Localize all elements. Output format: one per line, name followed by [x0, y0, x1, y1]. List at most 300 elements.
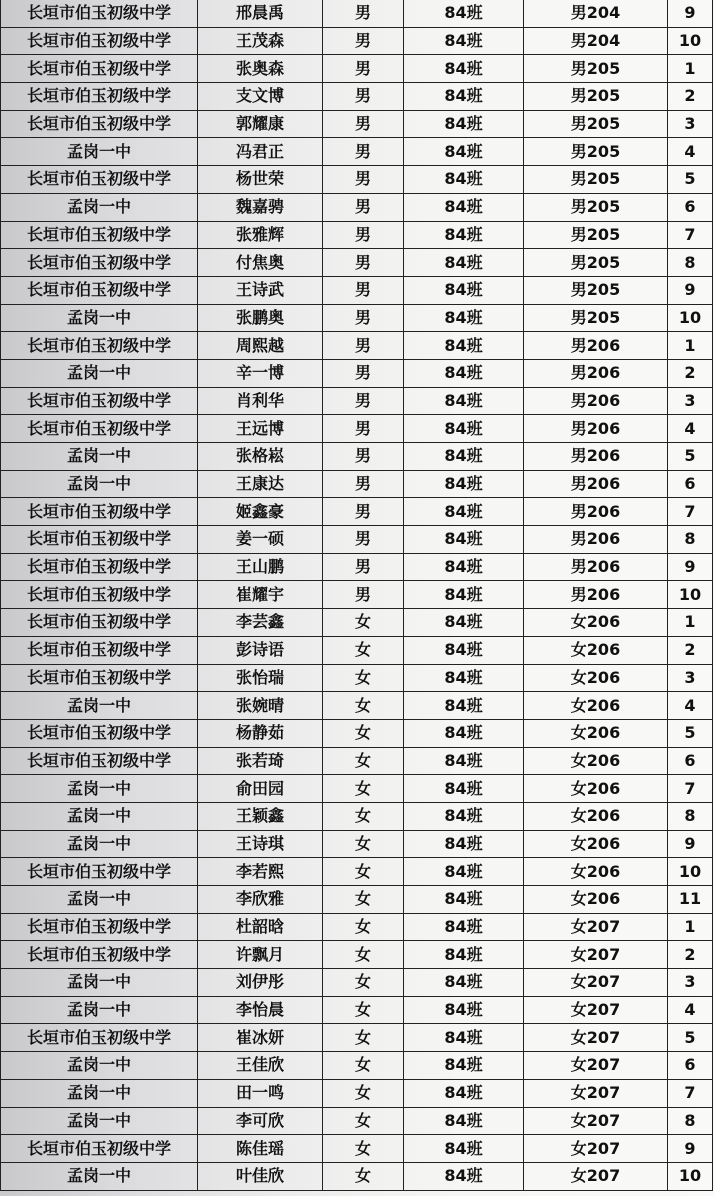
table-row — [1, 332, 713, 360]
student-name-cell: 王诗琪 — [198, 830, 323, 858]
table-row — [1, 719, 713, 747]
dorm-room-cell: 男205 — [524, 249, 668, 277]
bed-number-cell: 8 — [668, 526, 713, 554]
bed-number-cell: 2 — [668, 941, 713, 969]
school-cell: 孟岗一中 — [1, 443, 198, 471]
dorm-room-cell: 男206 — [524, 470, 668, 498]
class-cell: 84班 — [404, 636, 524, 664]
school-cell: 长垣市伯玉初级中学 — [1, 415, 198, 443]
bed-number-cell: 8 — [668, 1107, 713, 1135]
class-cell: 84班 — [404, 719, 524, 747]
bed-number-cell: 2 — [668, 636, 713, 664]
school-cell: 长垣市伯玉初级中学 — [1, 664, 198, 692]
class-cell: 84班 — [404, 221, 524, 249]
table-row — [1, 304, 713, 332]
table-row — [1, 276, 713, 304]
student-name-cell: 姬鑫豪 — [198, 498, 323, 526]
gender-cell: 女 — [323, 636, 404, 664]
class-cell: 84班 — [404, 387, 524, 415]
school-cell: 孟岗一中 — [1, 996, 198, 1024]
school-cell: 孟岗一中 — [1, 470, 198, 498]
class-cell: 84班 — [404, 941, 524, 969]
gender-cell: 男 — [323, 304, 404, 332]
dorm-room-cell: 男206 — [524, 415, 668, 443]
table-row — [1, 830, 713, 858]
bed-number-cell: 9 — [668, 830, 713, 858]
gender-cell: 男 — [323, 387, 404, 415]
student-name-cell: 张奥森 — [198, 55, 323, 83]
school-cell: 孟岗一中 — [1, 969, 198, 997]
gender-cell: 男 — [323, 332, 404, 360]
class-cell: 84班 — [404, 83, 524, 111]
bed-number-cell: 10 — [668, 1162, 713, 1190]
table-row — [1, 802, 713, 830]
student-name-cell: 邢晨禹 — [198, 0, 323, 27]
school-cell: 孟岗一中 — [1, 830, 198, 858]
table-row — [1, 443, 713, 471]
gender-cell: 男 — [323, 526, 404, 554]
bed-number-cell: 4 — [668, 138, 713, 166]
class-cell: 84班 — [404, 304, 524, 332]
student-name-cell: 张鹏奥 — [198, 304, 323, 332]
school-cell: 长垣市伯玉初级中学 — [1, 276, 198, 304]
table-row — [1, 249, 713, 277]
school-cell: 孟岗一中 — [1, 193, 198, 221]
student-name-cell: 魏嘉骋 — [198, 193, 323, 221]
gender-cell: 男 — [323, 359, 404, 387]
table-row — [1, 110, 713, 138]
student-name-cell: 崔耀宇 — [198, 581, 323, 609]
bed-number-cell: 5 — [668, 443, 713, 471]
class-cell: 84班 — [404, 0, 524, 27]
bed-number-cell: 3 — [668, 969, 713, 997]
bed-number-cell: 4 — [668, 996, 713, 1024]
school-cell: 长垣市伯玉初级中学 — [1, 913, 198, 941]
class-cell: 84班 — [404, 138, 524, 166]
bed-number-cell: 3 — [668, 664, 713, 692]
bed-number-cell: 1 — [668, 609, 713, 637]
student-name-cell: 刘伊彤 — [198, 969, 323, 997]
bed-number-cell: 1 — [668, 55, 713, 83]
gender-cell: 女 — [323, 775, 404, 803]
bed-number-cell: 6 — [668, 747, 713, 775]
class-cell: 84班 — [404, 470, 524, 498]
gender-cell: 女 — [323, 1079, 404, 1107]
bed-number-cell: 10 — [668, 581, 713, 609]
student-name-cell: 陈佳瑶 — [198, 1135, 323, 1163]
bed-number-cell: 8 — [668, 802, 713, 830]
student-name-cell: 王远博 — [198, 415, 323, 443]
table-row — [1, 1135, 713, 1163]
class-cell: 84班 — [404, 692, 524, 720]
school-cell: 长垣市伯玉初级中学 — [1, 553, 198, 581]
school-cell: 长垣市伯玉初级中学 — [1, 858, 198, 886]
dorm-room-cell: 女206 — [524, 775, 668, 803]
class-cell: 84班 — [404, 747, 524, 775]
school-cell: 孟岗一中 — [1, 138, 198, 166]
table-row — [1, 636, 713, 664]
bed-number-cell: 9 — [668, 553, 713, 581]
gender-cell: 男 — [323, 138, 404, 166]
class-cell: 84班 — [404, 359, 524, 387]
class-cell: 84班 — [404, 249, 524, 277]
table-row — [1, 359, 713, 387]
student-name-cell: 王佳欣 — [198, 1052, 323, 1080]
student-name-cell: 张雅辉 — [198, 221, 323, 249]
school-cell: 长垣市伯玉初级中学 — [1, 941, 198, 969]
table-row — [1, 553, 713, 581]
bed-number-cell: 7 — [668, 498, 713, 526]
class-cell: 84班 — [404, 332, 524, 360]
dorm-room-cell: 男205 — [524, 55, 668, 83]
school-cell: 长垣市伯玉初级中学 — [1, 166, 198, 194]
student-name-cell: 李欣雅 — [198, 886, 323, 914]
table-row — [1, 941, 713, 969]
school-cell: 长垣市伯玉初级中学 — [1, 609, 198, 637]
class-cell: 84班 — [404, 276, 524, 304]
table-row — [1, 913, 713, 941]
school-cell: 孟岗一中 — [1, 359, 198, 387]
class-cell: 84班 — [404, 526, 524, 554]
student-name-cell: 李可欣 — [198, 1107, 323, 1135]
dorm-room-cell: 女207 — [524, 996, 668, 1024]
table-row — [1, 747, 713, 775]
school-cell: 孟岗一中 — [1, 1052, 198, 1080]
dorm-room-cell: 男205 — [524, 83, 668, 111]
student-name-cell: 张若琦 — [198, 747, 323, 775]
class-cell: 84班 — [404, 1024, 524, 1052]
student-name-cell: 彭诗语 — [198, 636, 323, 664]
gender-cell: 女 — [323, 858, 404, 886]
bed-number-cell: 5 — [668, 719, 713, 747]
gender-cell: 女 — [323, 1052, 404, 1080]
class-cell: 84班 — [404, 415, 524, 443]
class-cell: 84班 — [404, 886, 524, 914]
class-cell: 84班 — [404, 609, 524, 637]
school-cell: 长垣市伯玉初级中学 — [1, 55, 198, 83]
class-cell: 84班 — [404, 913, 524, 941]
bed-number-cell: 7 — [668, 1079, 713, 1107]
school-cell: 长垣市伯玉初级中学 — [1, 1024, 198, 1052]
table-row — [1, 138, 713, 166]
student-name-cell: 俞田园 — [198, 775, 323, 803]
bed-number-cell: 9 — [668, 276, 713, 304]
gender-cell: 男 — [323, 83, 404, 111]
bed-number-cell: 6 — [668, 193, 713, 221]
class-cell: 84班 — [404, 664, 524, 692]
bed-number-cell: 1 — [668, 913, 713, 941]
school-cell: 孟岗一中 — [1, 1162, 198, 1190]
dorm-room-cell: 男206 — [524, 359, 668, 387]
dorm-room-cell: 男206 — [524, 526, 668, 554]
class-cell: 84班 — [404, 166, 524, 194]
gender-cell: 男 — [323, 443, 404, 471]
table-row — [1, 609, 713, 637]
dorm-room-cell: 女206 — [524, 830, 668, 858]
gender-cell: 男 — [323, 110, 404, 138]
table-row — [1, 886, 713, 914]
school-cell: 长垣市伯玉初级中学 — [1, 498, 198, 526]
table-row — [1, 1107, 713, 1135]
class-cell: 84班 — [404, 1162, 524, 1190]
bed-number-cell: 6 — [668, 1052, 713, 1080]
bed-number-cell: 11 — [668, 886, 713, 914]
dorm-room-cell: 女206 — [524, 664, 668, 692]
dorm-room-cell: 女207 — [524, 1162, 668, 1190]
gender-cell: 女 — [323, 1107, 404, 1135]
school-cell: 孟岗一中 — [1, 775, 198, 803]
gender-cell: 女 — [323, 719, 404, 747]
student-name-cell: 崔冰妍 — [198, 1024, 323, 1052]
gender-cell: 男 — [323, 221, 404, 249]
student-name-cell: 支文博 — [198, 83, 323, 111]
table-row — [1, 1024, 713, 1052]
class-cell: 84班 — [404, 27, 524, 55]
student-name-cell: 李怡晨 — [198, 996, 323, 1024]
dorm-room-cell: 男204 — [524, 0, 668, 27]
student-name-cell: 李芸鑫 — [198, 609, 323, 637]
table-row — [1, 221, 713, 249]
student-name-cell: 田一鸣 — [198, 1079, 323, 1107]
dorm-room-cell: 男206 — [524, 443, 668, 471]
dorm-room-cell: 男204 — [524, 27, 668, 55]
student-name-cell: 叶佳欣 — [198, 1162, 323, 1190]
bed-number-cell: 10 — [668, 858, 713, 886]
class-cell: 84班 — [404, 969, 524, 997]
dorm-room-cell: 女207 — [524, 913, 668, 941]
bed-number-cell: 2 — [668, 83, 713, 111]
bed-number-cell: 5 — [668, 1024, 713, 1052]
table-row — [1, 498, 713, 526]
dorm-room-cell: 男206 — [524, 581, 668, 609]
dorm-room-cell: 男206 — [524, 553, 668, 581]
class-cell: 84班 — [404, 443, 524, 471]
gender-cell: 女 — [323, 941, 404, 969]
bed-number-cell: 7 — [668, 775, 713, 803]
student-name-cell: 郭耀康 — [198, 110, 323, 138]
gender-cell: 男 — [323, 415, 404, 443]
gender-cell: 女 — [323, 996, 404, 1024]
dorm-room-cell: 女206 — [524, 609, 668, 637]
bed-number-cell: 4 — [668, 692, 713, 720]
gender-cell: 女 — [323, 692, 404, 720]
school-cell: 长垣市伯玉初级中学 — [1, 221, 198, 249]
gender-cell: 男 — [323, 55, 404, 83]
class-cell: 84班 — [404, 55, 524, 83]
dorm-room-cell: 女207 — [524, 1052, 668, 1080]
student-name-cell: 王山鹏 — [198, 553, 323, 581]
bed-number-cell: 4 — [668, 415, 713, 443]
school-cell: 孟岗一中 — [1, 1107, 198, 1135]
class-cell: 84班 — [404, 498, 524, 526]
school-cell: 孟岗一中 — [1, 886, 198, 914]
student-name-cell: 杜韶晗 — [198, 913, 323, 941]
dorm-room-cell: 女206 — [524, 719, 668, 747]
student-name-cell: 张婉晴 — [198, 692, 323, 720]
table-row — [1, 858, 713, 886]
table-row — [1, 55, 713, 83]
gender-cell: 男 — [323, 166, 404, 194]
class-cell: 84班 — [404, 1079, 524, 1107]
dorm-room-cell: 女206 — [524, 692, 668, 720]
dorm-room-cell: 男205 — [524, 166, 668, 194]
gender-cell: 女 — [323, 609, 404, 637]
school-cell: 长垣市伯玉初级中学 — [1, 526, 198, 554]
dorm-room-cell: 女207 — [524, 969, 668, 997]
school-cell: 长垣市伯玉初级中学 — [1, 719, 198, 747]
school-cell: 长垣市伯玉初级中学 — [1, 27, 198, 55]
gender-cell: 女 — [323, 1162, 404, 1190]
school-cell: 长垣市伯玉初级中学 — [1, 747, 198, 775]
roster-body — [1, 0, 713, 1190]
class-cell: 84班 — [404, 830, 524, 858]
gender-cell: 女 — [323, 664, 404, 692]
student-name-cell: 许飘月 — [198, 941, 323, 969]
bed-number-cell: 9 — [668, 1135, 713, 1163]
gender-cell: 男 — [323, 553, 404, 581]
student-name-cell: 肖利华 — [198, 387, 323, 415]
school-cell: 长垣市伯玉初级中学 — [1, 636, 198, 664]
bed-number-cell: 10 — [668, 27, 713, 55]
bed-number-cell: 6 — [668, 470, 713, 498]
table-row — [1, 27, 713, 55]
gender-cell: 男 — [323, 470, 404, 498]
school-cell: 长垣市伯玉初级中学 — [1, 83, 198, 111]
table-row — [1, 415, 713, 443]
table-row — [1, 1052, 713, 1080]
class-cell: 84班 — [404, 110, 524, 138]
gender-cell: 男 — [323, 0, 404, 27]
gender-cell: 女 — [323, 886, 404, 914]
gender-cell: 男 — [323, 276, 404, 304]
table-row — [1, 1079, 713, 1107]
class-cell: 84班 — [404, 1135, 524, 1163]
student-name-cell: 王康达 — [198, 470, 323, 498]
table-row — [1, 0, 713, 27]
dorm-room-cell: 男205 — [524, 193, 668, 221]
class-cell: 84班 — [404, 858, 524, 886]
gender-cell: 男 — [323, 581, 404, 609]
dorm-room-cell: 男205 — [524, 276, 668, 304]
student-name-cell: 张格崧 — [198, 443, 323, 471]
bed-number-cell: 2 — [668, 359, 713, 387]
dorm-room-cell: 男206 — [524, 498, 668, 526]
table-row — [1, 664, 713, 692]
gender-cell: 男 — [323, 249, 404, 277]
bed-number-cell: 3 — [668, 110, 713, 138]
school-cell: 孟岗一中 — [1, 692, 198, 720]
student-name-cell: 周熙越 — [198, 332, 323, 360]
dorm-room-cell: 女206 — [524, 636, 668, 664]
bed-number-cell: 3 — [668, 387, 713, 415]
school-cell: 长垣市伯玉初级中学 — [1, 110, 198, 138]
table-row — [1, 83, 713, 111]
table-row — [1, 996, 713, 1024]
table-row — [1, 969, 713, 997]
gender-cell: 女 — [323, 1024, 404, 1052]
student-name-cell: 张怡瑞 — [198, 664, 323, 692]
school-cell: 长垣市伯玉初级中学 — [1, 581, 198, 609]
table-row — [1, 581, 713, 609]
school-cell: 长垣市伯玉初级中学 — [1, 0, 198, 27]
school-cell: 长垣市伯玉初级中学 — [1, 249, 198, 277]
dorm-room-cell: 女207 — [524, 1079, 668, 1107]
bed-number-cell: 1 — [668, 332, 713, 360]
student-name-cell: 王颖鑫 — [198, 802, 323, 830]
dorm-room-cell: 女206 — [524, 747, 668, 775]
school-cell: 长垣市伯玉初级中学 — [1, 1135, 198, 1163]
student-name-cell: 王诗武 — [198, 276, 323, 304]
student-name-cell: 杨世荣 — [198, 166, 323, 194]
table-row — [1, 526, 713, 554]
dorm-room-cell: 女207 — [524, 1024, 668, 1052]
class-cell: 84班 — [404, 581, 524, 609]
table-row — [1, 1162, 713, 1190]
class-cell: 84班 — [404, 553, 524, 581]
table-row — [1, 166, 713, 194]
school-cell: 长垣市伯玉初级中学 — [1, 387, 198, 415]
gender-cell: 男 — [323, 498, 404, 526]
dorm-room-cell: 女207 — [524, 1107, 668, 1135]
dorm-room-cell: 男205 — [524, 221, 668, 249]
table-row — [1, 692, 713, 720]
student-name-cell: 王茂森 — [198, 27, 323, 55]
dorm-room-cell: 男205 — [524, 138, 668, 166]
class-cell: 84班 — [404, 1107, 524, 1135]
school-cell: 孟岗一中 — [1, 304, 198, 332]
table-row — [1, 775, 713, 803]
gender-cell: 女 — [323, 830, 404, 858]
bed-number-cell: 9 — [668, 0, 713, 27]
gender-cell: 男 — [323, 193, 404, 221]
dorm-room-cell: 女206 — [524, 802, 668, 830]
bed-number-cell: 5 — [668, 166, 713, 194]
gender-cell: 女 — [323, 747, 404, 775]
student-name-cell: 杨静茹 — [198, 719, 323, 747]
dorm-room-cell: 女207 — [524, 1135, 668, 1163]
class-cell: 84班 — [404, 193, 524, 221]
table-row — [1, 193, 713, 221]
class-cell: 84班 — [404, 996, 524, 1024]
dorm-room-cell: 男205 — [524, 304, 668, 332]
gender-cell: 女 — [323, 969, 404, 997]
table-row — [1, 387, 713, 415]
student-name-cell: 冯君正 — [198, 138, 323, 166]
bed-number-cell: 7 — [668, 221, 713, 249]
dorm-room-cell: 女206 — [524, 858, 668, 886]
school-cell: 长垣市伯玉初级中学 — [1, 332, 198, 360]
gender-cell: 男 — [323, 27, 404, 55]
dorm-room-cell: 女206 — [524, 886, 668, 914]
dorm-room-cell: 男206 — [524, 387, 668, 415]
table-row — [1, 470, 713, 498]
dorm-room-cell: 男205 — [524, 110, 668, 138]
gender-cell: 女 — [323, 802, 404, 830]
class-cell: 84班 — [404, 1052, 524, 1080]
student-name-cell: 付焦奥 — [198, 249, 323, 277]
dorm-room-cell: 女207 — [524, 941, 668, 969]
gender-cell: 女 — [323, 913, 404, 941]
gender-cell: 女 — [323, 1135, 404, 1163]
student-name-cell: 姜一硕 — [198, 526, 323, 554]
class-cell: 84班 — [404, 802, 524, 830]
school-cell: 孟岗一中 — [1, 1079, 198, 1107]
student-name-cell: 李若熙 — [198, 858, 323, 886]
dorm-room-cell: 男206 — [524, 332, 668, 360]
bed-number-cell: 8 — [668, 249, 713, 277]
bed-number-cell: 10 — [668, 304, 713, 332]
school-cell: 孟岗一中 — [1, 802, 198, 830]
